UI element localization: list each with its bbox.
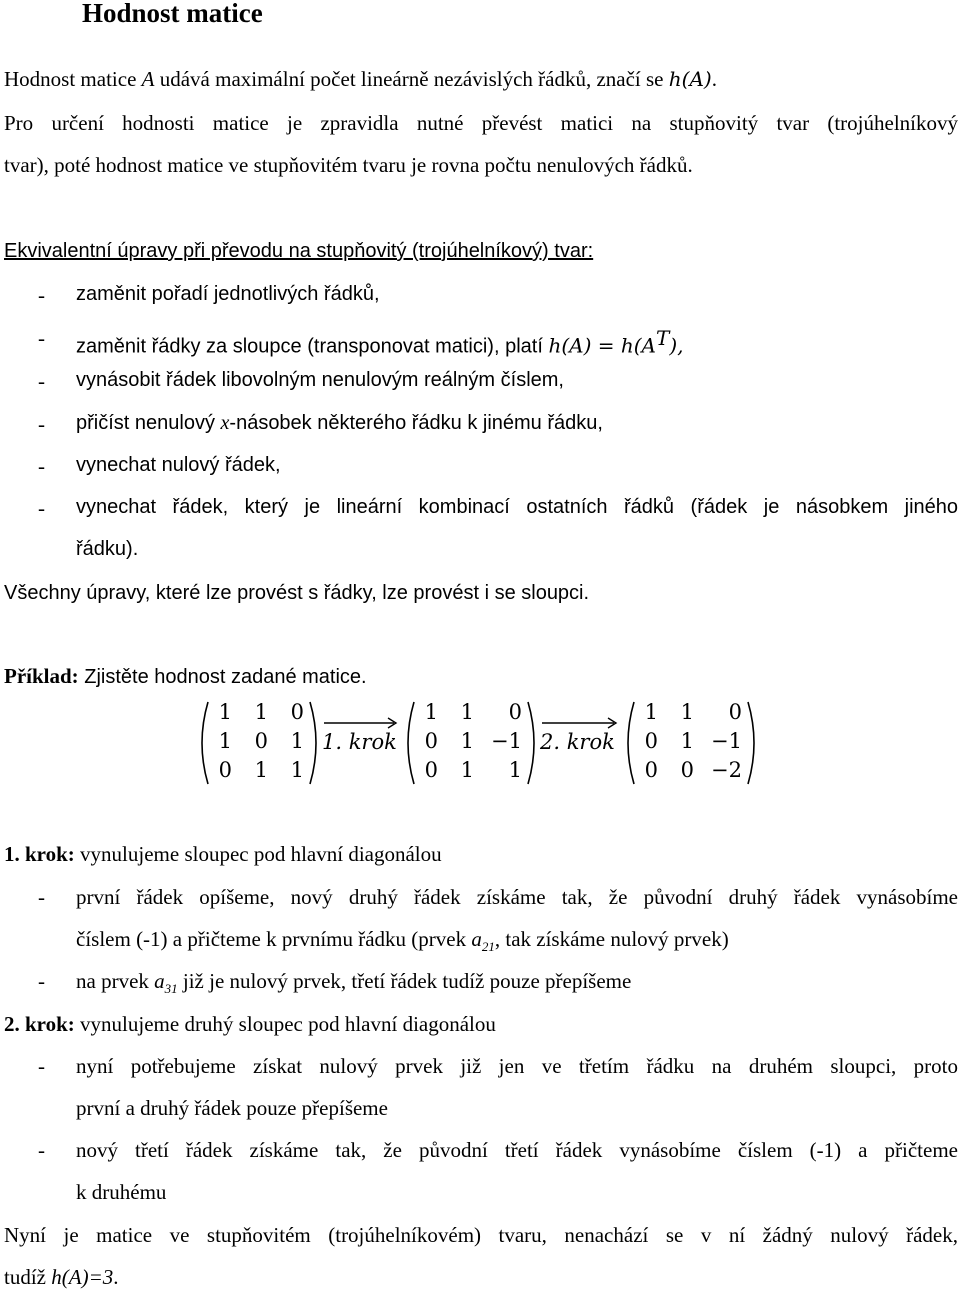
- page-title: Hodnost matice: [82, 0, 263, 28]
- right-paren-icon: [308, 700, 322, 786]
- arrow-label-step-2: 2. krok: [540, 730, 615, 754]
- intro-line-1: Hodnost matice A udává maximální počet lineárně nezávislých řádků, značí se h(A).: [4, 67, 717, 91]
- bullet-dash: -: [38, 283, 45, 307]
- matrix-cell: 1: [460, 700, 474, 724]
- step-2-bullet-2-cont: k druhému: [76, 1180, 167, 1204]
- conclusion-line-1: Nyní je matice ve stupňovitém (trojúhelníkovém) tvaru, nenachází se v ní žádný nulový řádek,: [4, 1223, 958, 1247]
- matrix-cell: 0: [644, 758, 658, 782]
- bullet-dash: -: [38, 1138, 45, 1162]
- matrix-cell: 0: [680, 758, 694, 782]
- bullet-dash: -: [38, 885, 45, 909]
- equiv-item-2: zaměnit řádky za sloupce (transponovat matici), platí $h(A) = h(A^T)$,: [76, 326, 684, 358]
- step-2-heading: 2. krok: vynulujeme druhý sloupec pod hlavní diagonálou: [4, 1012, 496, 1036]
- matrix-cell: 0: [254, 729, 268, 753]
- equiv-item-6: vynechat řádek, který je lineární kombinací ostatních řádků (řádek je násobkem jiného: [76, 496, 958, 518]
- step-1-bullet-2: na prvek $a_{31}$ již je nulový prvek, třetí řádek tudíž pouze přepíšeme: [76, 969, 632, 997]
- equiv-item-1: zaměnit pořadí jednotlivých řádků,: [76, 283, 380, 305]
- intro-line-2: Pro určení hodnosti matice je zpravidla nutné převést matici na stupňovitý tvar (trojúhelníkový: [4, 111, 958, 135]
- equiv-item-3: vynásobit řádek libovolným nenulovým reálným číslem,: [76, 369, 564, 391]
- matrix-cell: 1: [424, 700, 438, 724]
- matrix-cell: 1: [254, 700, 268, 724]
- matrix-cell: 1: [290, 758, 304, 782]
- matrix-cell: 1: [254, 758, 268, 782]
- matrix-cell: 0: [218, 758, 232, 782]
- matrix-step-1: [402, 700, 542, 786]
- matrix-cell: 0: [644, 729, 658, 753]
- intro-line-3: tvar), poté hodnost matice ve stupňovitém tvaru je rovna počtu nenulových řádků.: [4, 153, 693, 177]
- step-1-bullet-1-cont: číslem (-1) a přičteme k prvnímu řádku (prvek $a_{21}$, tak získáme nulový prvek): [76, 927, 729, 955]
- matrix-cell: 1: [680, 700, 694, 724]
- matrix-cell: 1: [680, 729, 694, 753]
- conclusion-line-2: tudíž h(A)=3.: [4, 1265, 119, 1289]
- arrow-label-step-1: 1. krok: [322, 730, 397, 754]
- matrix-cell: 0: [728, 700, 742, 724]
- step-2-bullet-1: nyní potřebujeme získat nulový prvek již jen ve třetím řádku na druhém sloupci, proto: [76, 1054, 958, 1078]
- matrix-cell: 1: [644, 700, 658, 724]
- matrix-cell: 1: [290, 729, 304, 753]
- matrix-cell: 1: [508, 758, 522, 782]
- matrix-cell: 0: [424, 729, 438, 753]
- bullet-dash: -: [38, 326, 45, 350]
- step-2-bullet-1-cont: první a druhý řádek pouze přepíšeme: [76, 1096, 388, 1120]
- matrix-cell: 1: [218, 729, 232, 753]
- bullet-dash: -: [38, 412, 45, 436]
- matrix-cell: −2: [711, 758, 742, 782]
- example-line: Příklad: Zjistěte hodnost zadané matice.: [4, 664, 367, 688]
- bullet-dash: -: [38, 1054, 45, 1078]
- matrix-cell: −1: [491, 729, 522, 753]
- equiv-closing: Všechny úpravy, které lze provést s řádky, lze provést i se sloupci.: [4, 582, 590, 604]
- bullet-dash: -: [38, 454, 45, 478]
- matrix-cell: 1: [218, 700, 232, 724]
- step-1-bullet-1: první řádek opíšeme, nový druhý řádek získáme tak, že původní druhý řádek vynásobíme: [76, 885, 958, 909]
- matrix-cell: −1: [711, 729, 742, 753]
- equiv-item-6-cont: řádku).: [76, 538, 139, 560]
- equiv-item-4: přičíst nenulový x-násobek některého řádku k jinému řádku,: [76, 412, 603, 434]
- matrix-cell: 0: [290, 700, 304, 724]
- step-2-bullet-2: nový třetí řádek získáme tak, že původní třetí řádek vynásobíme číslem (-1) a přičteme: [76, 1138, 958, 1162]
- arrow-right-icon: [540, 716, 622, 730]
- bullet-dash: -: [38, 369, 45, 393]
- arrow-right-icon: [322, 716, 402, 730]
- matrix-cell: 0: [424, 758, 438, 782]
- equiv-heading: Ekvivalentní úpravy při převodu na stupňovitý (trojúhelníkový) tvar:: [4, 240, 594, 262]
- matrix-step-2: [622, 700, 762, 786]
- matrix-cell: 1: [460, 758, 474, 782]
- step-1-heading: 1. krok: vynulujeme sloupec pod hlavní diagonálou: [4, 842, 442, 866]
- bullet-dash: -: [38, 969, 45, 993]
- matrix-cell: 1: [460, 729, 474, 753]
- equiv-item-5: vynechat nulový řádek,: [76, 454, 281, 476]
- matrix-cell: 0: [508, 700, 522, 724]
- matrix-original: [196, 700, 326, 786]
- right-paren-icon: [746, 700, 760, 786]
- bullet-dash: -: [38, 496, 45, 520]
- right-paren-icon: [526, 700, 540, 786]
